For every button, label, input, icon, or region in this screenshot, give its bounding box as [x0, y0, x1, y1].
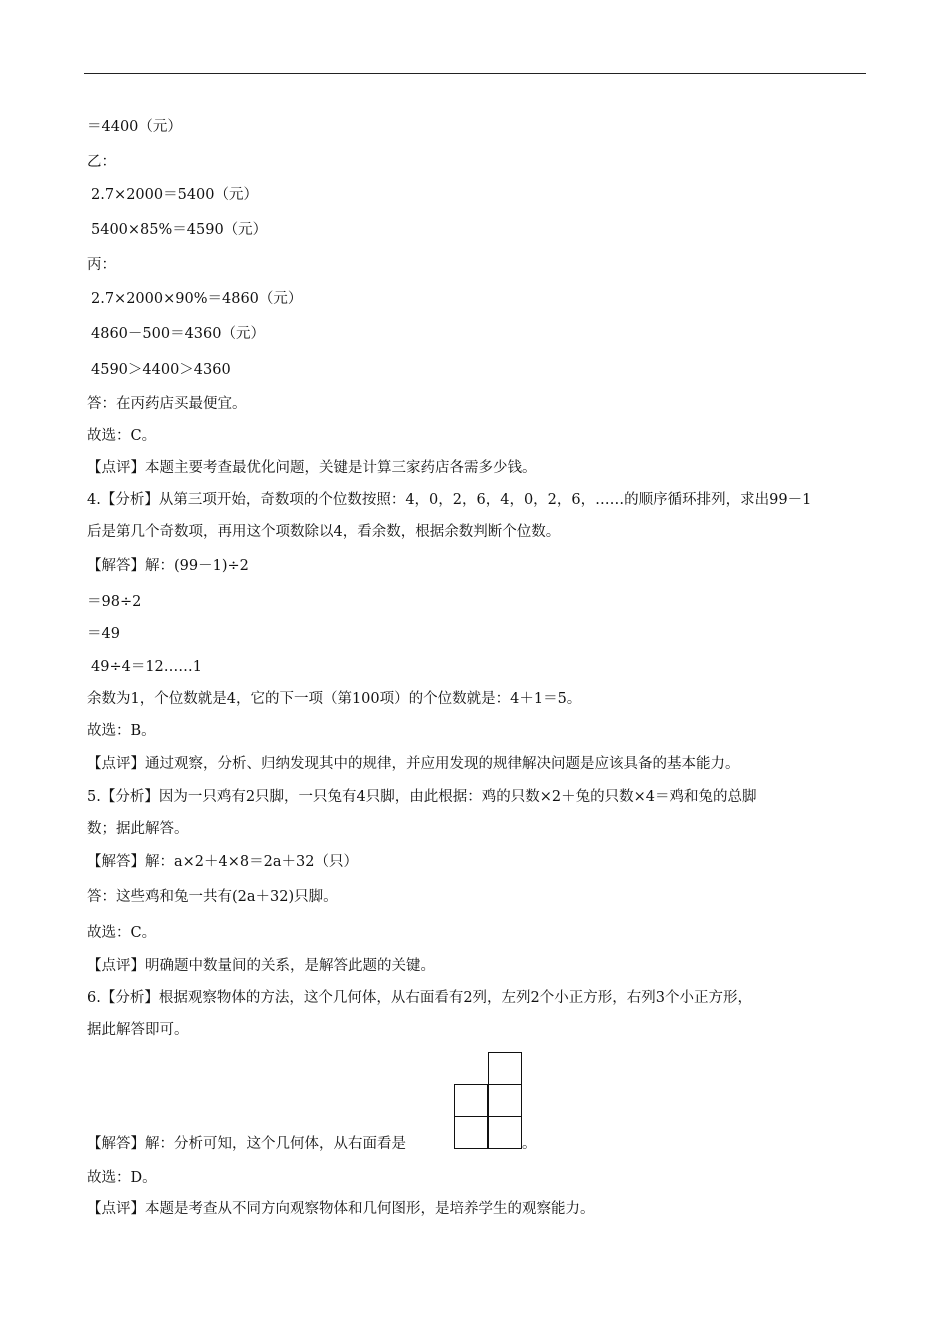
text-line: 答：在丙药店买最便宜。: [87, 396, 247, 412]
text-line: 故选：D。: [87, 1170, 157, 1186]
text-line: 【点评】本题是考查从不同方向观察物体和几何图形，是培养学生的观察能力。: [87, 1201, 595, 1217]
figure-square: [488, 1084, 522, 1117]
text-line: 【解答】解：a×2＋4×8＝2a＋32（只）: [87, 854, 358, 870]
text-line: 余数为1，个位数就是4，它的下一项（第100项）的个位数就是：4＋1＝5。: [87, 691, 582, 707]
text-line: ＝4400（元）: [87, 119, 182, 135]
text-line: 答：这些鸡和兔一共有(2a＋32)只脚。: [87, 889, 338, 905]
figure-square: [488, 1052, 522, 1085]
text-line: 丙：: [87, 257, 116, 273]
text-line: 4860－500＝4360（元）: [91, 326, 265, 342]
text-line: 据此解答即可。: [87, 1022, 189, 1038]
text-line: 故选：C。: [87, 925, 157, 941]
text-line: 数；据此解答。: [87, 821, 189, 837]
right-view-figure: [454, 1052, 522, 1151]
figure-square: [488, 1116, 522, 1149]
text-line: 49÷4＝12……1: [91, 659, 203, 675]
text-line: 【解答】解：分析可知，这个几何体，从右面看是: [87, 1136, 406, 1152]
text-line: 4.【分析】从第三项开始，奇数项的个位数按照：4，0，2，6，4，0，2，6，……的顺序循环排列，求出99－1: [87, 492, 812, 508]
text-line: ＝49: [87, 626, 120, 642]
figure-square: [454, 1116, 488, 1149]
text-line: 4590＞4400＞4360: [91, 362, 231, 378]
text-line: ＝98÷2: [87, 594, 142, 610]
text-line: 【点评】通过观察，分析、归纳发现其中的规律，并应用发现的规律解决问题是应该具备的基本能力。: [87, 756, 740, 772]
text-line: 5400×85%＝4590（元）: [91, 222, 268, 238]
text-line: 【点评】本题主要考查最优化问题，关键是计算三家药店各需多少钱。: [87, 460, 537, 476]
text-line: 后是第几个奇数项，再用这个项数除以4，看余数，根据余数判断个位数。: [87, 524, 561, 540]
text-line: 乙：: [87, 154, 116, 170]
text-line: 6.【分析】根据观察物体的方法，这个几何体，从右面看有2列，左列2个小正方形，右列3个小正方形，: [87, 990, 753, 1006]
figure-square: [454, 1084, 488, 1117]
text-line: 【解答】解：(99－1)÷2: [87, 558, 249, 574]
text-line: 故选：B。: [87, 723, 156, 739]
text-line: 5.【分析】因为一只鸡有2只脚，一只兔有4只脚，由此根据：鸡的只数×2＋兔的只数×4＝鸡和兔的总脚: [87, 789, 757, 805]
text-line: 。: [522, 1136, 537, 1152]
text-line: 2.7×2000＝5400（元）: [91, 187, 259, 203]
text-line: 2.7×2000×90%＝4860（元）: [91, 291, 303, 307]
text-line: 故选：C。: [87, 428, 157, 444]
text-line: 【点评】明确题中数量间的关系，是解答此题的关键。: [87, 958, 435, 974]
header-rule: [84, 73, 866, 74]
